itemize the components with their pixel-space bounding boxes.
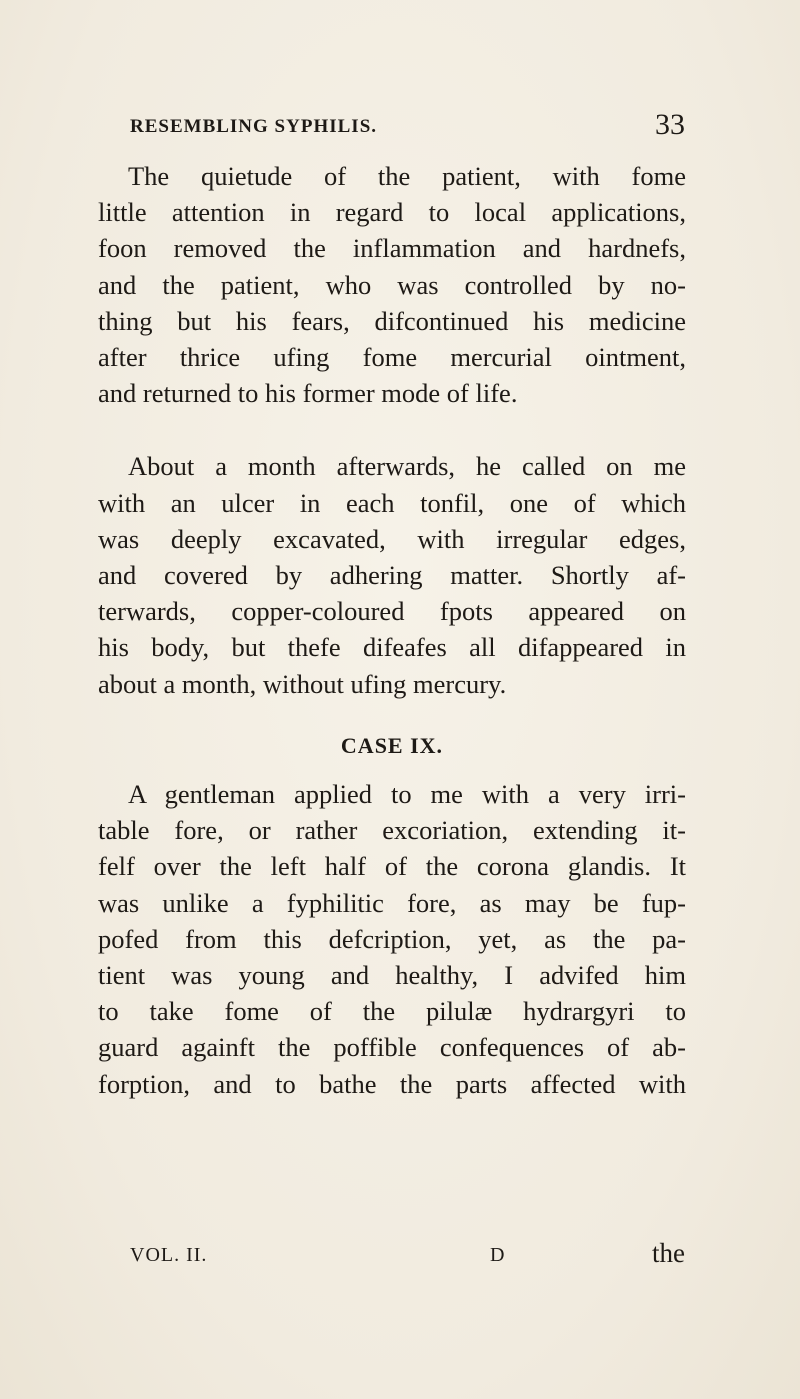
- page-header: [130, 108, 685, 148]
- paragraph-gap: [98, 411, 686, 448]
- text-line: was unlike a fyphilitic fore, as may be fup-: [98, 887, 686, 918]
- text-line: thing but his fears, difcontinued his medicine: [98, 305, 686, 336]
- text-line: and the patient, who was controlled by no-: [98, 269, 686, 300]
- paragraph-gap: [98, 702, 686, 724]
- paragraph-1: [98, 158, 686, 411]
- catchword: the: [652, 1238, 685, 1268]
- text-line: About a month afterwards, he called on me: [128, 451, 686, 482]
- text-line: after thrice ufing fome mercurial ointment,: [98, 342, 686, 373]
- signature-mark: D: [490, 1244, 505, 1266]
- case-heading: CASE IX.: [340, 732, 444, 758]
- text-line: A gentleman applied to me with a very irri-: [128, 779, 686, 810]
- text-line: felf over the left half of the corona glandis. It: [98, 851, 686, 882]
- page-body: [98, 158, 686, 1102]
- text-line: pofed from this defcription, yet, as the pa-: [98, 923, 686, 954]
- running-head: RESEMBLING SYPHILIS.: [130, 116, 378, 137]
- text-line: with an ulcer in each tonfil, one of which: [98, 487, 686, 518]
- text-line: and covered by adhering matter. Shortly af-: [98, 560, 686, 591]
- page-footer: [130, 1238, 685, 1278]
- text-line: little attention in regard to local applications,: [98, 197, 686, 228]
- text-line: terwards, copper-coloured fpots appeared on: [98, 596, 686, 627]
- text-line: The quietude of the patient, with fome: [128, 161, 686, 191]
- paragraph-3: [98, 776, 686, 1102]
- text-line: forption, and to bathe the parts affected with: [98, 1068, 686, 1099]
- volume-mark: VOL. II.: [130, 1244, 208, 1266]
- text-line: about a month, without ufing mercury.: [98, 668, 507, 699]
- paragraph-2: [98, 448, 686, 701]
- text-line: his body, but thefe difeafes all difappeared in: [98, 632, 686, 663]
- text-line: foon removed the inflammation and hardnefs,: [98, 233, 686, 264]
- text-line: was deeply excavated, with irregular edges,: [98, 523, 686, 554]
- text-line: and returned to his former mode of life.: [98, 378, 518, 409]
- page-number: 33: [655, 108, 685, 141]
- text-line: to take fome of the pilulæ hydrargyri to: [98, 996, 686, 1027]
- text-line: guard againft the poffible confequences of ab-: [98, 1032, 686, 1063]
- text-line: tient was young and healthy, I advifed him: [98, 960, 686, 991]
- text-line: table fore, or rather excoriation, extending it-: [98, 815, 686, 846]
